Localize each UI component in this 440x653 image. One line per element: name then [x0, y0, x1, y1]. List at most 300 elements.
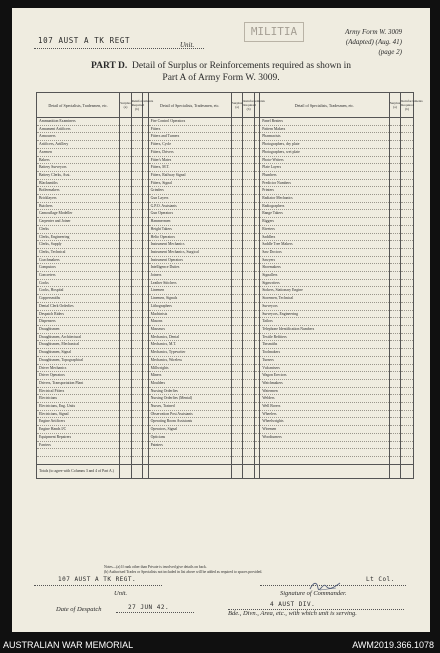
reinforcement-cell: [401, 210, 414, 218]
reinforcement-cell: [401, 356, 414, 364]
surplus-cell: [231, 310, 243, 318]
totals-cell: [401, 464, 414, 478]
table-row: [37, 272, 414, 280]
reinforcement-cell: [243, 403, 255, 411]
reinforcement-cell: [243, 279, 255, 287]
form-sheet: [12, 8, 430, 632]
trade-cell: Coachmakers: [37, 256, 120, 264]
surplus-cell: [231, 171, 243, 179]
surplus-cell: [120, 225, 132, 233]
trade-cell: Clerks: [37, 225, 120, 233]
blank-cell: [120, 449, 132, 457]
reinforcement-cell: [243, 372, 255, 380]
surplus-cell: [389, 218, 401, 226]
trade-cell: Shoemakers: [260, 264, 390, 272]
reinforcement-cell: [131, 364, 143, 372]
surplus-cell: [231, 179, 243, 187]
reinforcement-cell: [401, 225, 414, 233]
blank-cell: [231, 449, 243, 457]
surplus-cell: [389, 279, 401, 287]
reinforcement-cell: [131, 156, 143, 164]
surplus-cell: [120, 426, 132, 434]
commander-label: Signature of Commander.: [280, 590, 347, 597]
surplus-cell: [231, 403, 243, 411]
surplus-cell: [389, 210, 401, 218]
reinforcement-cell: [243, 325, 255, 333]
reinforcement-cell: [401, 148, 414, 156]
reinforcement-cell: [401, 179, 414, 187]
trade-cell: Fitter's Mates: [148, 156, 231, 164]
surplus-cell: [231, 441, 243, 449]
reinforcement-cell: [401, 333, 414, 341]
table-row: [37, 433, 414, 441]
trade-cell: Predictor Numbers: [260, 179, 390, 187]
blank-cell: [37, 449, 120, 457]
trade-cell: Observation Post Assistants: [148, 410, 231, 418]
table-row: [37, 225, 414, 233]
reinforcement-cell: [131, 418, 143, 426]
reinforcement-cell: [131, 256, 143, 264]
trade-cell: Battery Clerks, Asst.: [37, 171, 120, 179]
reinforcement-cell: [243, 202, 255, 210]
trade-cell: Vulcanisers: [260, 364, 390, 372]
trade-cell: Engine Artificers: [37, 418, 120, 426]
unit-label: Unit.: [180, 41, 195, 49]
date-of-despatch-value: 27 JUN 42.: [128, 604, 170, 611]
surplus-cell: [231, 218, 243, 226]
reinforcement-cell: [401, 133, 414, 141]
surplus-cell: [231, 333, 243, 341]
form-edition: (Adapted) (Aug. 41): [345, 38, 402, 46]
reinforcement-cell: [131, 279, 143, 287]
reinforcement-cell: [131, 395, 143, 403]
col-header-surplus: Surplus (a): [231, 93, 243, 118]
reinforcement-cell: [131, 118, 143, 126]
reinforcement-cell: [131, 302, 143, 310]
surplus-cell: [231, 264, 243, 272]
surplus-cell: [389, 156, 401, 164]
reinforcement-cell: [131, 387, 143, 395]
form-number: Army Form W. 3009: [345, 28, 402, 36]
reinforcement-cell: [243, 387, 255, 395]
surplus-cell: [389, 403, 401, 411]
table-row: [37, 133, 414, 141]
surplus-cell: [120, 302, 132, 310]
table-row: [37, 171, 414, 179]
reinforcement-cell: [401, 241, 414, 249]
reinforcement-cell: [401, 141, 414, 149]
trade-cell: Farriers: [37, 441, 120, 449]
trade-cell: Miners: [148, 372, 231, 380]
surplus-cell: [120, 171, 132, 179]
table-row: [37, 164, 414, 172]
trade-cell: Tailors: [260, 318, 390, 326]
trade-cell: Moulders: [148, 379, 231, 387]
trade-cell: Intelligence Duties: [148, 264, 231, 272]
trade-cell: Concreters: [37, 272, 120, 280]
reinforcement-cell: [243, 426, 255, 434]
reinforcement-cell: [401, 233, 414, 241]
trade-cell: Axemen: [37, 148, 120, 156]
trade-cell: Coppersmiths: [37, 295, 120, 303]
reinforcement-cell: [243, 310, 255, 318]
reinforcement-cell: [401, 387, 414, 395]
surplus-cell: [389, 325, 401, 333]
reinforcement-cell: [131, 171, 143, 179]
blank-cell: [260, 449, 390, 457]
col-header-trade: Detail of Specialists, Tradesmen, etc.: [260, 93, 390, 118]
trade-cell: Surveyors, Engineering: [260, 310, 390, 318]
surplus-cell: [120, 187, 132, 195]
trade-cell: Draughtsmen: [37, 325, 120, 333]
surplus-cell: [389, 171, 401, 179]
table-row: [37, 118, 414, 126]
surplus-cell: [120, 279, 132, 287]
surplus-cell: [231, 356, 243, 364]
reinforcement-cell: [243, 148, 255, 156]
surplus-cell: [389, 379, 401, 387]
surplus-cell: [120, 395, 132, 403]
totals-row: [37, 464, 414, 478]
trade-cell: Opticians: [148, 433, 231, 441]
reinforcement-cell: [401, 202, 414, 210]
table-row: [37, 372, 414, 380]
signature-unit-value: 107 AUST A TK REGT.: [58, 576, 137, 583]
table-row: [37, 318, 414, 326]
table-row: [37, 387, 414, 395]
surplus-cell: [120, 233, 132, 241]
surplus-cell: [120, 310, 132, 318]
surplus-cell: [389, 164, 401, 172]
surplus-cell: [389, 395, 401, 403]
trade-cell: Wheelwrights: [260, 418, 390, 426]
table-row: [37, 325, 414, 333]
trade-cell: Joiners: [148, 272, 231, 280]
surplus-cell: [120, 287, 132, 295]
note-a: Notes—(a) If rank other than Private is involved give details on back.: [104, 565, 207, 569]
trade-cell: Bricklayers: [37, 195, 120, 203]
trade-cell: Fitters, M.T.: [148, 164, 231, 172]
reinforcement-cell: [131, 241, 143, 249]
date-of-despatch-label: Date of Despatch: [56, 606, 102, 613]
table-row: [37, 256, 414, 264]
trade-cell: Wiremen: [260, 426, 390, 434]
reinforcement-cell: [243, 241, 255, 249]
surplus-cell: [120, 133, 132, 141]
surplus-cell: [231, 118, 243, 126]
table-row: [37, 310, 414, 318]
trade-cell: Nursing Orderlies (Mental): [148, 395, 231, 403]
surplus-cell: [231, 387, 243, 395]
trade-cell: Stokers, Stationary Engine: [260, 287, 390, 295]
surplus-cell: [231, 272, 243, 280]
trade-cell: Signallers: [260, 272, 390, 280]
table-row: [37, 426, 414, 434]
reinforcement-cell: [243, 364, 255, 372]
surplus-cell: [389, 387, 401, 395]
unit-line: [34, 34, 204, 49]
table-row: [37, 179, 414, 187]
totals-cell: [148, 464, 231, 478]
reinforcement-cell: [131, 125, 143, 133]
trade-cell: Fitters, Cycle: [148, 141, 231, 149]
reinforcement-cell: [401, 379, 414, 387]
surplus-cell: [231, 248, 243, 256]
trade-cell: Radiator Mechanics: [260, 195, 390, 203]
reinforcement-cell: [401, 341, 414, 349]
surplus-cell: [120, 318, 132, 326]
surplus-cell: [120, 364, 132, 372]
surplus-cell: [389, 241, 401, 249]
reinforcement-cell: [243, 218, 255, 226]
trade-cell: Textile Refitters: [260, 333, 390, 341]
form-page: (page 2): [378, 48, 402, 56]
reinforcement-cell: [401, 433, 414, 441]
surplus-cell: [120, 418, 132, 426]
surplus-cell: [231, 202, 243, 210]
trade-cell: Fitters and Turners: [148, 133, 231, 141]
surplus-cell: [231, 379, 243, 387]
table-row: [37, 364, 414, 372]
totals-cell: [389, 464, 401, 478]
trade-cell: Riggers: [260, 218, 390, 226]
surplus-cell: [120, 256, 132, 264]
table-row: [37, 264, 414, 272]
trade-cell: Engine Hands I/C: [37, 426, 120, 434]
table-row: [37, 279, 414, 287]
trade-cell: Wheelers: [260, 410, 390, 418]
reinforcement-cell: [401, 426, 414, 434]
reinforcement-cell: [401, 403, 414, 411]
unit-value: 107 AUST A TK REGT: [38, 36, 131, 45]
surplus-cell: [120, 218, 132, 226]
trade-cell: Saddle Tree Makers: [260, 241, 390, 249]
trade-cell: Pattern Makers: [260, 125, 390, 133]
surplus-cell: [231, 195, 243, 203]
surplus-cell: [231, 302, 243, 310]
table-row: [37, 187, 414, 195]
reinforcement-cell: [131, 426, 143, 434]
surplus-cell: [120, 356, 132, 364]
table-row: [37, 141, 414, 149]
reinforcement-cell: [131, 133, 143, 141]
surplus-cell: [231, 433, 243, 441]
specialists-table: [36, 92, 423, 479]
surplus-cell: [389, 225, 401, 233]
archive-footer: [0, 637, 440, 653]
surplus-cell: [231, 241, 243, 249]
reinforcement-cell: [401, 295, 414, 303]
surplus-cell: [120, 164, 132, 172]
trade-cell: Panel Beaters: [260, 118, 390, 126]
table-row: [37, 403, 414, 411]
table-header-row: [37, 93, 414, 118]
trade-cell: Nursing Orderlies: [148, 387, 231, 395]
surplus-cell: [231, 295, 243, 303]
reinforcement-cell: [243, 433, 255, 441]
trade-cell: Telephone Identification Numbers: [260, 325, 390, 333]
reinforcement-cell: [243, 441, 255, 449]
surplus-cell: [389, 310, 401, 318]
footer-institution: AUSTRALIAN WAR MEMORIAL: [3, 640, 134, 650]
surplus-cell: [120, 202, 132, 210]
trade-cell: Draughtsmen, Architectural: [37, 333, 120, 341]
col-header-reinforcements: Reinforcements Required (b): [243, 93, 255, 118]
surplus-cell: [389, 141, 401, 149]
reinforcement-cell: [401, 364, 414, 372]
surplus-cell: [231, 410, 243, 418]
surplus-cell: [231, 395, 243, 403]
trade-cell: G.P.O. Assistants: [148, 202, 231, 210]
trade-cell: Range Takers: [260, 210, 390, 218]
col-header-reinforcements: Reinforcements Required (b): [401, 93, 414, 118]
reinforcement-cell: [243, 272, 255, 280]
trade-cell: Artificers, Artillery: [37, 141, 120, 149]
reinforcement-cell: [131, 210, 143, 218]
trade-cell: Linemen: [148, 287, 231, 295]
table-row: [37, 349, 414, 357]
table-row: [37, 356, 414, 364]
trade-cell: Plate Layers: [260, 164, 390, 172]
surplus-cell: [389, 287, 401, 295]
trade-cell: Drivers, Transportation Plant: [37, 379, 120, 387]
trade-cell: Tinsmiths: [260, 341, 390, 349]
col-header-trade: Detail of Specialists, Tradesmen, etc.: [148, 93, 231, 118]
surplus-cell: [231, 418, 243, 426]
surplus-cell: [231, 141, 243, 149]
surplus-cell: [389, 272, 401, 280]
blank-cell: [243, 456, 255, 464]
trade-cell: Nurses, Trained: [148, 403, 231, 411]
blank-cell: [401, 456, 414, 464]
surplus-cell: [231, 364, 243, 372]
table-row: [37, 379, 414, 387]
reinforcement-cell: [131, 218, 143, 226]
trade-cell: Woodturners: [260, 433, 390, 441]
reinforcement-cell: [243, 233, 255, 241]
reinforcement-cell: [131, 202, 143, 210]
surplus-cell: [389, 410, 401, 418]
surplus-cell: [120, 272, 132, 280]
totals-label: Totals (to agree with Columns 3 and 4 of Part A.): [37, 464, 120, 478]
reinforcement-cell: [131, 441, 143, 449]
reinforcement-cell: [131, 195, 143, 203]
table-row: [37, 410, 414, 418]
surplus-cell: [120, 148, 132, 156]
surplus-cell: [389, 426, 401, 434]
col-header-surplus: Surplus (a): [120, 93, 132, 118]
trade-cell: Equipment Repairers: [37, 433, 120, 441]
surplus-cell: [120, 341, 132, 349]
reinforcement-cell: [131, 410, 143, 418]
title-line-2: Part A of Army Form W. 3009.: [162, 73, 280, 83]
trade-cell: Lithographers: [148, 302, 231, 310]
blank-cell: [389, 449, 401, 457]
trade-cell: Driver Operators: [37, 372, 120, 380]
trade-cell: Operators, Signal: [148, 426, 231, 434]
trade-cell: Leather Stitchers: [148, 279, 231, 287]
reinforcement-cell: [131, 349, 143, 357]
trade-cell: Dental Clerk Orderlies: [37, 302, 120, 310]
surplus-cell: [389, 202, 401, 210]
surplus-cell: [389, 341, 401, 349]
trade-cell: Draughtsmen, Topographical: [37, 356, 120, 364]
surplus-cell: [120, 118, 132, 126]
reinforcement-cell: [243, 187, 255, 195]
title-line-1: Detail of Surplus or Reinforcements required as shown in: [132, 61, 351, 71]
surplus-cell: [231, 233, 243, 241]
trade-cell: Toolmakers: [260, 349, 390, 357]
trade-cell: [260, 441, 390, 449]
blank-cell: [148, 456, 231, 464]
trade-cell: Watchmakers: [260, 379, 390, 387]
surplus-cell: [231, 325, 243, 333]
reinforcement-cell: [243, 179, 255, 187]
trade-cell: Camouflage Modeller: [37, 210, 120, 218]
table-row: [37, 195, 414, 203]
surplus-cell: [120, 433, 132, 441]
blank-cell: [231, 456, 243, 464]
trade-cell: Masseurs: [148, 325, 231, 333]
reinforcement-cell: [131, 379, 143, 387]
reinforcement-cell: [243, 125, 255, 133]
trade-cell: Printers: [260, 187, 390, 195]
reinforcement-cell: [243, 141, 255, 149]
surplus-cell: [231, 210, 243, 218]
surplus-cell: [120, 379, 132, 387]
blank-cell: [131, 456, 143, 464]
trade-cell: Painters: [148, 441, 231, 449]
reinforcement-cell: [243, 156, 255, 164]
trade-cell: Linemen, Signals: [148, 295, 231, 303]
surplus-cell: [389, 248, 401, 256]
reinforcement-cell: [401, 156, 414, 164]
col-header-surplus: Surplus (a): [389, 93, 401, 118]
trade-cell: Hammermen: [148, 218, 231, 226]
trade-cell: Photographers, dry plate: [260, 141, 390, 149]
table-row: [37, 302, 414, 310]
reinforcement-cell: [243, 395, 255, 403]
reinforcement-cell: [401, 418, 414, 426]
surplus-cell: [231, 426, 243, 434]
surplus-cell: [120, 210, 132, 218]
bde-label: Bde., Divn., Area, etc., with which unit is serving.: [228, 610, 357, 617]
trade-cell: Pharmacists: [260, 133, 390, 141]
totals-cell: [260, 464, 390, 478]
totals-cell: [131, 464, 143, 478]
reinforcement-cell: [131, 341, 143, 349]
table-body: [37, 118, 414, 479]
trade-cell: Fitters, Drivers: [148, 148, 231, 156]
surplus-cell: [389, 356, 401, 364]
blank-cell: [260, 456, 390, 464]
table-row: [37, 441, 414, 449]
reinforcement-cell: [131, 318, 143, 326]
totals-cell: [243, 464, 255, 478]
table-row: [37, 456, 414, 464]
reinforcement-cell: [131, 295, 143, 303]
reinforcement-cell: [131, 179, 143, 187]
note-b: (b) Authorised Trades or Specialists not included in list above will be added as required to spaces provided.: [104, 570, 263, 574]
surplus-cell: [389, 264, 401, 272]
reinforcement-cell: [131, 325, 143, 333]
surplus-cell: [389, 333, 401, 341]
trade-cell: Electricians, Eng. Units: [37, 403, 120, 411]
trade-cell: Clerks, Technical: [37, 248, 120, 256]
surplus-cell: [120, 248, 132, 256]
trade-cell: Draughtsmen, Mechanical: [37, 341, 120, 349]
reinforcement-cell: [401, 318, 414, 326]
